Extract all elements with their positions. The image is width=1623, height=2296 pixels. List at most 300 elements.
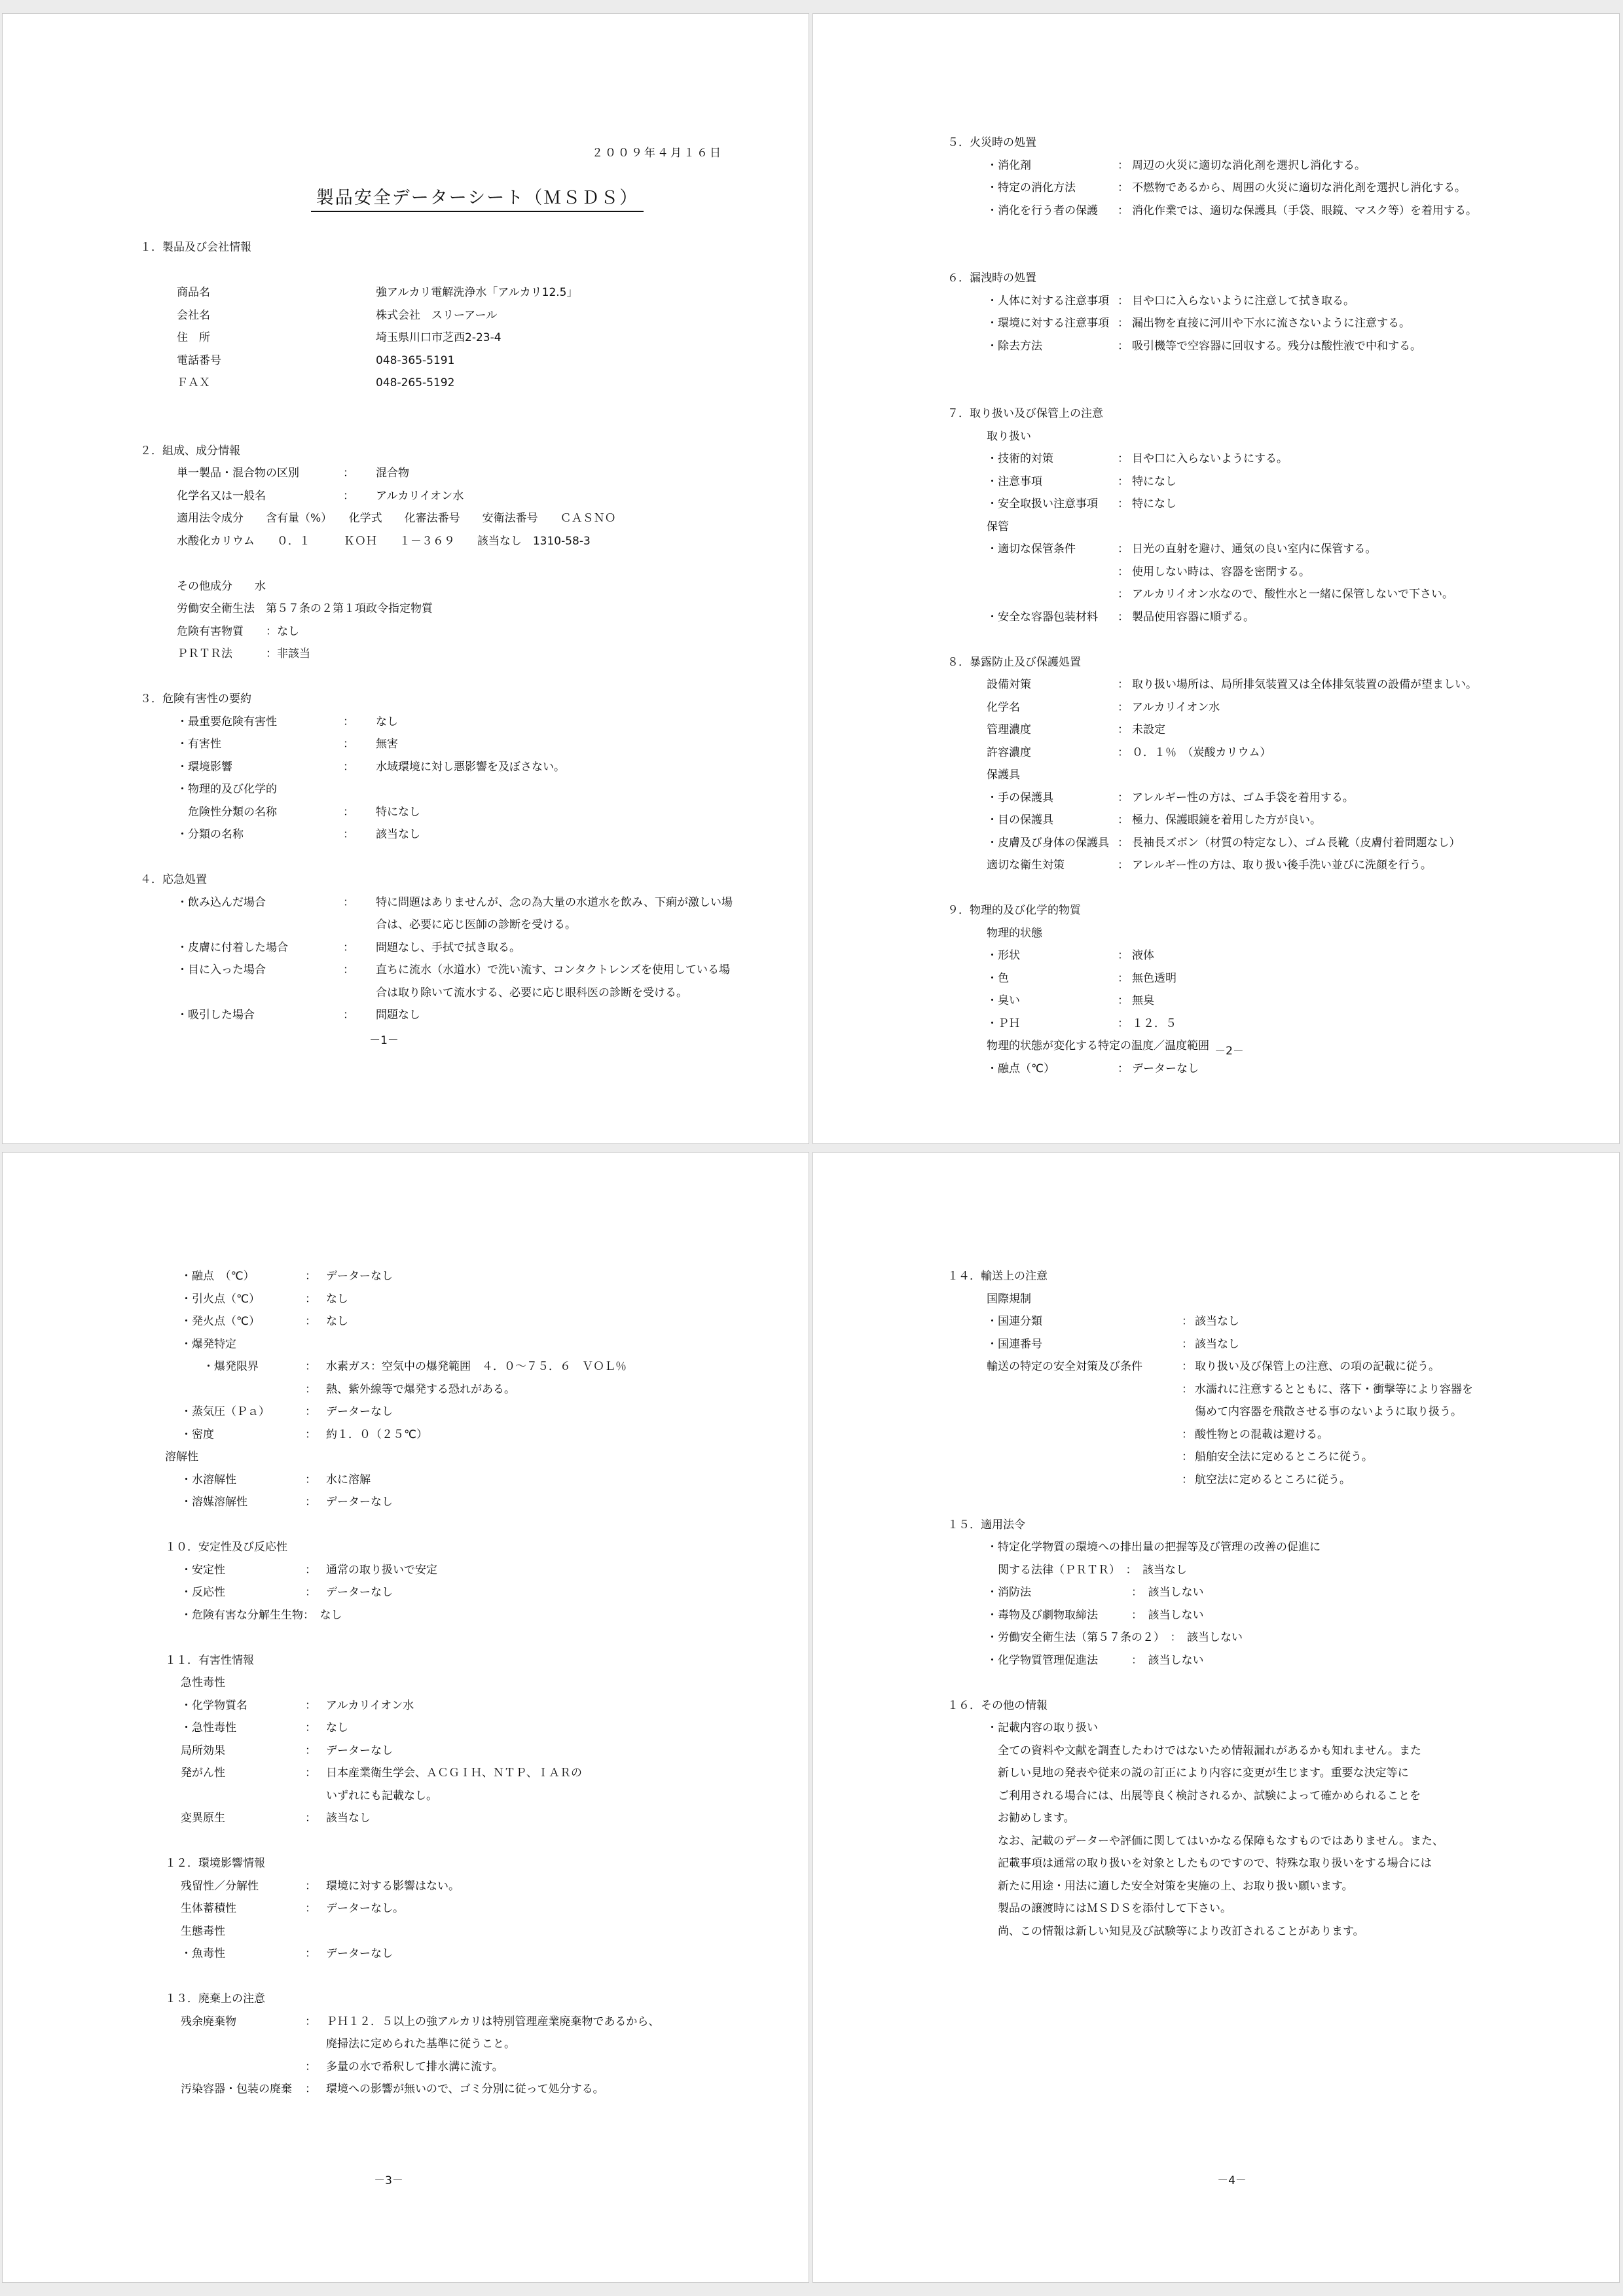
line-text: ・人体に対する注意事項 xyxy=(987,294,1109,308)
line-text: 漏出物を直接に河川や下水に流さないように注意する。 xyxy=(1132,317,1410,330)
text-line xyxy=(140,891,801,914)
line-text: 不燃物であるから、周囲の火災に適切な消化剤を選択し消化する。 xyxy=(1132,181,1466,194)
separator: ： xyxy=(1118,859,1129,872)
text-line xyxy=(947,561,1609,584)
line-text: ・吸引した場合 xyxy=(177,1009,255,1022)
separator: ： xyxy=(1118,294,1129,308)
text-line xyxy=(140,937,801,960)
blank-line xyxy=(140,666,801,689)
text-line xyxy=(947,606,1609,629)
line-text: ・爆発特定 xyxy=(181,1337,236,1351)
text-line xyxy=(947,1559,1609,1582)
section-heading: １１．有害性情報 xyxy=(165,1653,254,1667)
separator: ： xyxy=(1118,1062,1129,1075)
line-text: ・手の保護具 xyxy=(987,791,1053,804)
line-text: 株式会社 スリーアール xyxy=(376,308,498,322)
text-line xyxy=(947,1310,1609,1333)
line-text: 保管 xyxy=(987,520,1009,533)
separator: ： xyxy=(305,1473,316,1486)
section-heading: ２．組成、成分情報 xyxy=(140,444,240,457)
line-text: 特になし xyxy=(376,805,420,819)
separator: ： xyxy=(1118,452,1129,465)
text-line xyxy=(141,1581,803,1604)
line-text: 日本産業衛生学会、ＡＣＧＩＨ、ＮＴＰ、ＩＡＲの xyxy=(326,1767,582,1780)
line-text: ・色 xyxy=(987,971,1009,985)
text-line xyxy=(947,673,1609,696)
text-line xyxy=(947,1355,1609,1378)
text-line xyxy=(140,372,801,395)
section-heading: １０．安定性及び反応性 xyxy=(165,1541,287,1554)
text-line xyxy=(947,335,1609,358)
text-line xyxy=(947,1626,1609,1649)
text-line xyxy=(141,1717,803,1740)
separator: ： xyxy=(343,489,354,503)
text-line xyxy=(140,304,801,327)
separator: ： xyxy=(1118,994,1129,1007)
line-text: ご利用される場合には、出展等良く検討されるか、試験によって確かめられることを xyxy=(987,1789,1421,1803)
line-text: ・反応性 xyxy=(181,1586,225,1599)
line-text: データーなし xyxy=(326,1496,393,1509)
text-line xyxy=(947,448,1609,471)
blank-line xyxy=(140,846,801,869)
line-text: 関する法律（ＰＲＴＲ） ： 該当なし xyxy=(987,1563,1187,1577)
line-text: 吸引機等で空容器に回収する。残分は酸性液で中和する。 xyxy=(1132,339,1421,353)
line-text: ・溶媒溶解性 xyxy=(181,1496,247,1509)
text-line xyxy=(140,869,801,891)
text-line xyxy=(140,620,801,643)
text-line xyxy=(947,696,1609,719)
separator: ： xyxy=(1118,543,1129,556)
line-text: 製品の譲渡時にはＭＳＤＳを添付して下さい。 xyxy=(987,1902,1231,1915)
separator: ： xyxy=(1118,497,1129,511)
text-line xyxy=(141,2056,803,2079)
text-line xyxy=(947,1807,1609,1830)
text-line xyxy=(140,507,801,530)
page-number: －3－ xyxy=(374,2174,403,2187)
line-text: ・密度 xyxy=(181,1427,214,1441)
blank-line xyxy=(141,1965,803,1988)
line-text: 多量の水で希釈して排水溝に流す。 xyxy=(326,2060,503,2073)
separator: ： xyxy=(1118,723,1129,736)
separator: ： xyxy=(1118,700,1129,714)
section-heading: １６．その他の情報 xyxy=(947,1698,1048,1712)
line-text: ・ＰＨ xyxy=(987,1016,1020,1030)
separator: ： xyxy=(1182,1427,1193,1441)
line-text: 048-365-5191 xyxy=(376,353,455,367)
text-line xyxy=(141,1649,803,1672)
text-line xyxy=(141,1491,803,1514)
line-text: ・特定化学物質の環境への排出量の把握等及び管理の改善の促進に xyxy=(987,1541,1321,1554)
line-text: アルカリイオン水 xyxy=(326,1698,414,1712)
line-text: 適切な衛生対策 xyxy=(987,859,1065,872)
text-line xyxy=(141,1355,803,1378)
line-text: ・発火点（℃） xyxy=(181,1315,261,1328)
page-number: －1－ xyxy=(369,1034,399,1047)
line-text: アレルギー性の方は、取り扱い後手洗い並びに洗顔を行う。 xyxy=(1132,859,1432,872)
line-text: 新たに用途・用法に適した安全対策を実施の上、お取り扱い願います。 xyxy=(987,1879,1353,1893)
text-line xyxy=(947,1830,1609,1853)
line-text: 取り扱い及び保管上の注意、の項の記載に従う。 xyxy=(1195,1360,1440,1373)
section-heading: １３．廃棄上の注意 xyxy=(165,1992,265,2005)
text-line xyxy=(141,1672,803,1695)
line-text: ・消化剤 xyxy=(987,158,1031,172)
line-text: ・労働安全衛生法（第５７条の２） ： 該当しない xyxy=(987,1631,1243,1644)
text-line xyxy=(141,1785,803,1808)
line-text: ・注意事項 xyxy=(987,475,1042,488)
text-line xyxy=(947,922,1609,945)
separator: ： xyxy=(1118,814,1129,827)
text-line xyxy=(947,990,1609,1013)
line-text: ・化学物質名 xyxy=(181,1698,247,1712)
text-line xyxy=(947,1897,1609,1920)
line-text: ・環境影響 xyxy=(177,760,232,774)
blank-line xyxy=(141,1514,803,1537)
text-line xyxy=(140,756,801,779)
separator: ： xyxy=(1118,745,1129,759)
page-1-content xyxy=(140,143,801,1027)
text-line xyxy=(141,2011,803,2034)
separator: ： xyxy=(305,1698,316,1712)
text-line xyxy=(947,493,1609,516)
text-line xyxy=(140,711,801,734)
line-text: 危険有害物質 ：なし xyxy=(177,624,299,638)
page-2-content xyxy=(947,132,1609,1080)
text-line xyxy=(947,425,1609,448)
text-line xyxy=(141,1852,803,1875)
line-text: ・化学物質管理促進法 ： 該当しない xyxy=(987,1653,1204,1667)
separator: ： xyxy=(1118,971,1129,985)
line-text: 許容濃度 xyxy=(987,745,1031,759)
separator: ： xyxy=(1118,588,1129,601)
line-text: 汚染容器・包装の廃棄 xyxy=(181,2083,292,2096)
text-line xyxy=(947,177,1609,200)
text-line xyxy=(140,598,801,620)
line-text: 該当なし xyxy=(1195,1337,1239,1351)
line-text: 直ちに流水（水道水）で洗い流す、コンタクトレンズを使用している場 xyxy=(376,963,731,977)
text-line xyxy=(141,1875,803,1898)
page-2-lines xyxy=(947,132,1609,1080)
separator: ： xyxy=(1118,475,1129,488)
separator: ： xyxy=(343,828,354,841)
text-line xyxy=(947,764,1609,787)
text-line xyxy=(947,1401,1609,1424)
line-text: 残余廃棄物 xyxy=(181,2015,236,2028)
line-text: 単一製品・混合物の区別 xyxy=(177,467,299,480)
section-heading: ７．取り扱い及び保管上の注意 xyxy=(947,407,1103,420)
text-line xyxy=(140,327,801,350)
line-text: ・皮膚及び身体の保護具 xyxy=(987,836,1109,850)
line-text: ・融点（℃） xyxy=(987,1062,1055,1075)
text-line xyxy=(140,801,801,824)
line-text: 該当なし xyxy=(376,828,420,841)
separator: ： xyxy=(305,1405,316,1418)
blank-line xyxy=(947,357,1609,380)
document-date: ２００９年４月１６日 xyxy=(592,147,723,160)
line-text: 環境に対する影響はない。 xyxy=(326,1879,460,1893)
text-line xyxy=(140,959,801,982)
blank-line xyxy=(947,1672,1609,1695)
line-text: データーなし xyxy=(1132,1062,1199,1075)
line-text: なお、記載のデーターや評価に関してはいかなる保障もなすものではありません。また、 xyxy=(987,1834,1444,1848)
text-line xyxy=(947,1265,1609,1288)
line-text: ・最重要危険有害性 xyxy=(177,715,277,728)
text-line xyxy=(140,914,801,937)
text-line xyxy=(947,1288,1609,1311)
text-line xyxy=(947,154,1609,177)
separator: ： xyxy=(1118,317,1129,330)
page-number: －4－ xyxy=(1217,2174,1247,2187)
line-text: 特になし xyxy=(1132,475,1176,488)
text-line xyxy=(140,530,801,553)
text-line xyxy=(947,1536,1609,1559)
line-text: 生態毒性 xyxy=(181,1924,225,1938)
separator: ： xyxy=(305,1947,316,1960)
text-line xyxy=(141,1310,803,1333)
separator: ： xyxy=(305,1360,316,1373)
line-text: 無臭 xyxy=(1132,994,1154,1007)
text-line xyxy=(141,1807,803,1830)
line-text: 取り扱い場所は、局所排気装置又は全体排気装置の設備が望ましい。 xyxy=(1132,678,1477,691)
section-heading: ８．暴露防止及び保護処置 xyxy=(947,655,1081,669)
text-line xyxy=(140,643,801,666)
section-heading: １５．適用法令 xyxy=(947,1518,1025,1532)
line-text: 水に溶解 xyxy=(326,1473,371,1486)
line-text: 危険性分類の名称 xyxy=(177,805,277,819)
text-line xyxy=(947,944,1609,967)
text-line xyxy=(140,733,801,756)
line-text: データーなし xyxy=(326,1270,393,1283)
line-text: ・危険有害な分解生生物： なし xyxy=(181,1608,342,1622)
blank-line xyxy=(947,628,1609,651)
line-text: 商品名 xyxy=(177,286,210,299)
separator: ： xyxy=(1182,1337,1193,1351)
line-text: 管理濃度 xyxy=(987,723,1031,736)
text-line xyxy=(947,516,1609,539)
text-line xyxy=(947,1717,1609,1740)
text-line xyxy=(947,1333,1609,1356)
separator: ： xyxy=(1118,339,1129,353)
line-text: 設備対策 xyxy=(987,678,1031,691)
separator: ： xyxy=(305,2015,316,2028)
line-text: 変異原生 xyxy=(181,1812,225,1825)
line-text: 特に問題はありませんが、念の為大量の水道水を飲み、下痢が激しい場 xyxy=(376,895,733,909)
line-text: ・飲み込んだ場合 xyxy=(177,895,266,909)
line-text: 取り扱い xyxy=(987,429,1031,443)
line-text: データーなし xyxy=(326,1405,393,1418)
section-heading: ４．応急処置 xyxy=(140,873,207,886)
separator: ： xyxy=(343,941,354,954)
line-text: データーなし。 xyxy=(326,1902,404,1915)
line-text: ・皮膚に付着した場合 xyxy=(177,941,288,954)
text-line xyxy=(947,1058,1609,1081)
line-text: 物理的状態が変化する特定の温度／温度範囲 xyxy=(987,1039,1209,1052)
text-line xyxy=(141,1897,803,1920)
line-text: 水域環境に対し悪影響を及ぼさない。 xyxy=(376,760,565,774)
line-text: 輸送の特定の安全対策及び条件 xyxy=(987,1360,1142,1373)
text-line xyxy=(947,471,1609,493)
line-text: 国際規制 xyxy=(987,1292,1031,1306)
separator: ： xyxy=(305,1902,316,1915)
text-line xyxy=(141,1695,803,1717)
text-line xyxy=(141,1604,803,1627)
line-text: ＰＲＴＲ法 ：非該当 xyxy=(177,647,310,660)
line-text: 埼玉県川口市芝西2-23-4 xyxy=(376,331,501,344)
separator: ： xyxy=(305,1292,316,1306)
text-line xyxy=(140,350,801,372)
section-heading: ６．漏洩時の処置 xyxy=(947,272,1036,285)
line-text: ＦＡＸ xyxy=(177,376,210,389)
line-text: アレルギー性の方は、ゴム手袋を着用する。 xyxy=(1132,791,1354,804)
text-line xyxy=(141,1378,803,1401)
text-line xyxy=(947,200,1609,223)
text-line xyxy=(947,1649,1609,1672)
line-text: 使用しない時は、容器を密閉する。 xyxy=(1132,565,1310,579)
line-text: 問題なし xyxy=(376,1009,420,1022)
line-text: 電話番号 xyxy=(177,353,221,367)
text-line xyxy=(141,1288,803,1311)
text-line xyxy=(141,1920,803,1943)
separator: ： xyxy=(305,1563,316,1577)
text-line xyxy=(141,2078,803,2101)
page-1-lines xyxy=(140,236,801,1027)
line-text: ・急性毒性 xyxy=(181,1721,236,1734)
text-line xyxy=(947,787,1609,810)
separator: ： xyxy=(305,1586,316,1599)
separator: ： xyxy=(1118,158,1129,172)
line-text: 会社名 xyxy=(177,308,210,322)
text-line xyxy=(947,1378,1609,1401)
line-text: ・記載内容の取り扱い xyxy=(987,1721,1098,1734)
separator: ： xyxy=(1118,204,1129,217)
line-text: なし xyxy=(326,1292,348,1306)
line-text: ・爆発限界 xyxy=(181,1360,259,1373)
line-text: ・水溶解性 xyxy=(181,1473,236,1486)
blank-line xyxy=(947,222,1609,245)
line-text: 化学名 xyxy=(987,700,1020,714)
separator: ： xyxy=(343,715,354,728)
section-heading: ５．火災時の処置 xyxy=(947,136,1036,149)
line-text: 環境への影響が無いので、ゴミ分別に従って処分する。 xyxy=(326,2083,604,2096)
blank-line xyxy=(947,380,1609,403)
text-line xyxy=(141,1536,803,1559)
line-text: 未設定 xyxy=(1132,723,1165,736)
text-line xyxy=(140,823,801,846)
separator: ： xyxy=(305,1744,316,1757)
separator: ： xyxy=(305,1270,316,1283)
text-line xyxy=(947,538,1609,561)
line-text: ・安全な容器包装材料 xyxy=(987,610,1098,624)
text-line xyxy=(947,967,1609,990)
separator: ： xyxy=(1182,1382,1193,1396)
separator: ： xyxy=(343,963,354,977)
separator: ： xyxy=(1118,565,1129,579)
line-text: ・引火点（℃） xyxy=(181,1292,261,1306)
line-text: 長袖長ズボン（材質の特定なし）、ゴム長靴（皮膚付着問題なし） xyxy=(1132,836,1461,850)
section-heading: １．製品及び会社情報 xyxy=(140,241,251,254)
blank-line xyxy=(140,417,801,440)
line-text: 極力、保護眼鏡を着用した方が良い。 xyxy=(1132,814,1321,827)
text-line xyxy=(947,899,1609,922)
line-text: 液体 xyxy=(1132,949,1154,962)
text-line xyxy=(947,1695,1609,1717)
line-text: 新しい見地の発表や従来の説の訂正により内容に変更が生じます。重要な決定等に xyxy=(987,1767,1409,1780)
text-line xyxy=(947,1581,1609,1604)
text-line xyxy=(947,1852,1609,1875)
line-text: ・目の保護具 xyxy=(987,814,1053,827)
separator: ： xyxy=(305,2060,316,2073)
line-text: １２．５ xyxy=(1132,1016,1176,1030)
line-text: データーなし xyxy=(326,1744,393,1757)
line-text: ・環境に対する注意事項 xyxy=(987,317,1109,330)
document-page-3 xyxy=(2,1152,809,2283)
separator: ： xyxy=(1118,678,1129,691)
separator: ： xyxy=(343,1009,354,1022)
line-text: 労働安全衛生法 第５７条の２第１項政令指定物質 xyxy=(177,602,433,615)
text-line xyxy=(141,1740,803,1763)
blank-line xyxy=(947,1491,1609,1514)
page-3-lines xyxy=(141,1265,803,2101)
line-text: 適用法令成分 含有量（%） 化学式 化審法番号 安衛法番号 ＣＡＳＮＯ xyxy=(177,512,616,525)
line-text: 熱、紫外線等で爆発する恐れがある。 xyxy=(326,1382,515,1396)
line-text: 消化作業では、適切な保護具（手袋、眼鏡、マスク等）を着用する。 xyxy=(1132,204,1477,217)
text-line xyxy=(947,267,1609,290)
line-text: ・分類の名称 xyxy=(177,828,244,841)
separator: ： xyxy=(1118,610,1129,624)
line-text: 目や口に入らないようにする。 xyxy=(1132,452,1288,465)
text-line xyxy=(140,1004,801,1027)
line-text: 保護具 xyxy=(987,768,1020,781)
text-line xyxy=(140,575,801,598)
line-text: 記載事項は通常の取り扱いを対象としたものですので、特殊な取り扱いをする場合には xyxy=(987,1857,1432,1870)
line-text: 水濡れに注意するとともに、落下・衝撃等により容器を xyxy=(1195,1382,1473,1396)
line-text: なし xyxy=(326,1315,348,1328)
line-text: ・消化を行う者の保護 xyxy=(987,204,1098,217)
page-4-lines xyxy=(947,1265,1609,1943)
separator: ： xyxy=(305,1721,316,1734)
page-number: －2－ xyxy=(1214,1045,1244,1058)
line-text: 局所効果 xyxy=(181,1744,225,1757)
separator: ： xyxy=(1118,791,1129,804)
document-page-2 xyxy=(812,13,1620,1144)
line-text: ・形状 xyxy=(987,949,1020,962)
text-line xyxy=(140,440,801,463)
text-line xyxy=(947,1785,1609,1808)
section-heading: ９．物理的及び化学的物質 xyxy=(947,904,1081,917)
line-text: ・適切な保管条件 xyxy=(987,543,1076,556)
text-line xyxy=(140,236,801,259)
text-line xyxy=(947,1424,1609,1446)
line-text: ・国連番号 xyxy=(987,1337,1042,1351)
line-text: 住 所 xyxy=(177,331,210,344)
line-text: 尚、この情報は新しい知見及び試験等により改訂されることがあります。 xyxy=(987,1924,1364,1938)
line-text: 日光の直射を避け、通気の良い室内に保管する。 xyxy=(1132,543,1377,556)
line-text: 急性毒性 xyxy=(181,1676,225,1689)
separator: ： xyxy=(305,1382,316,1396)
separator: ： xyxy=(305,1879,316,1893)
section-heading: １４．輸送上の注意 xyxy=(947,1270,1048,1283)
separator: ： xyxy=(305,1767,316,1780)
text-line xyxy=(141,1943,803,1965)
line-text: 製品使用容器に順ずる。 xyxy=(1132,610,1254,624)
separator: ： xyxy=(305,2083,316,2096)
blank-line xyxy=(140,395,801,418)
line-text: アルカリイオン水なので、酸性水と一緒に保管しないで下さい。 xyxy=(1132,588,1453,601)
line-text: ・蒸気圧（Ｐａ） xyxy=(181,1405,270,1418)
separator: ： xyxy=(343,738,354,751)
text-line xyxy=(947,742,1609,764)
line-text: ・魚毒性 xyxy=(181,1947,225,1960)
text-line xyxy=(947,651,1609,674)
